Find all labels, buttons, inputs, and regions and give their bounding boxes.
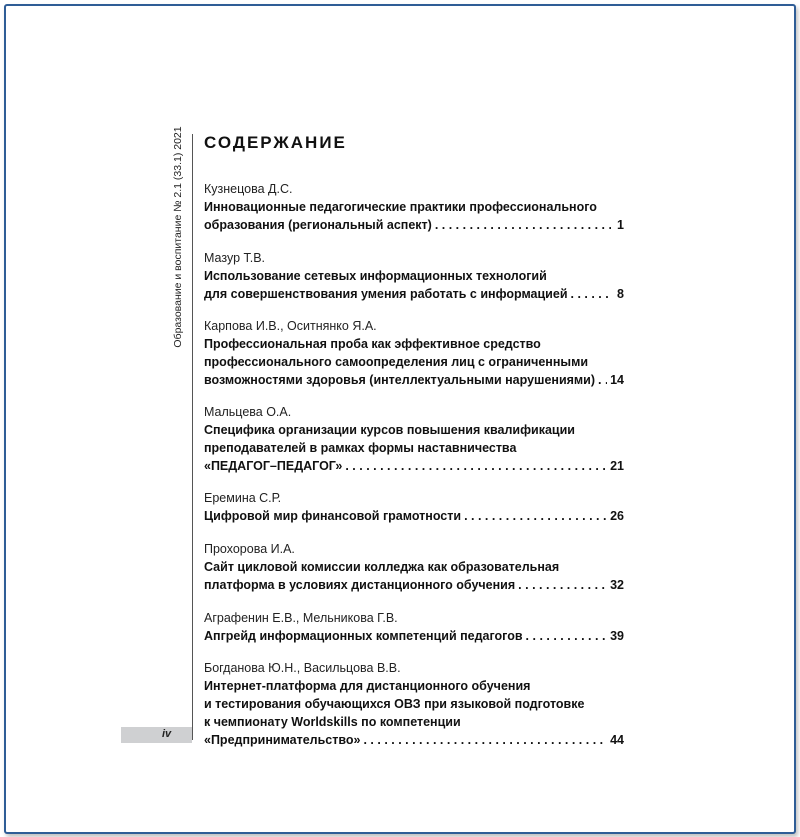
page-number: iv	[162, 728, 172, 740]
toc-entry[interactable]	[204, 610, 624, 645]
toc-title-line: Использование сетевых информационных технологий	[204, 269, 547, 283]
leader-dots	[363, 731, 607, 749]
leader-dots	[598, 371, 607, 389]
page-number-tab	[121, 727, 192, 743]
toc-page-number: 32	[610, 578, 624, 592]
toc-last-line	[204, 285, 624, 303]
toc-author: Мальцева О.А.	[204, 405, 292, 419]
toc-title-line: «Предпринимательство»	[204, 733, 361, 747]
toc-title-line: преподавателей в рамках формы наставничества	[204, 441, 517, 455]
toc-author: Прохорова И.А.	[204, 542, 295, 556]
toc-author: Аграфенин Е.В., Мельникова Г.В.	[204, 611, 398, 625]
toc-last-line	[204, 576, 624, 594]
toc-last-line	[204, 731, 624, 749]
toc-title-line: Интернет-платформа для дистанционного обучения	[204, 679, 531, 693]
toc-page-number: 39	[610, 629, 624, 643]
toc-page-number: 1	[617, 218, 624, 232]
toc-title-line: Инновационные педагогические практики профессионального	[204, 200, 597, 214]
toc-last-line	[204, 627, 624, 645]
leader-dots	[518, 576, 607, 594]
toc-title-line: «ПЕДАГОГ–ПЕДАГОГ»	[204, 459, 343, 473]
toc-entry[interactable]	[204, 250, 624, 303]
toc-title-line: платформа в условиях дистанционного обучения	[204, 578, 516, 592]
toc-entry[interactable]	[204, 181, 624, 234]
toc-title-line: Профессиональная проба как эффективное средство	[204, 337, 541, 351]
leader-dots	[464, 507, 607, 525]
toc-title-line: возможностями здоровья (интеллектуальными нарушениями)	[204, 373, 596, 387]
toc-title-line: Апгрейд информационных компетенций педагогов	[204, 629, 523, 643]
toc-entry[interactable]	[204, 490, 624, 525]
toc-author: Кузнецова Д.С.	[204, 182, 293, 196]
toc-title-line: к чемпионату Worldskills по компетенции	[204, 715, 461, 729]
toc-entry[interactable]	[204, 318, 624, 389]
toc-page-number: 8	[617, 287, 624, 301]
toc-page-number: 44	[610, 733, 624, 747]
toc-page-number: 26	[610, 509, 624, 523]
toc-title-line: Специфика организации курсов повышения квалификации	[204, 423, 575, 437]
toc-author: Мазур Т.В.	[204, 251, 266, 265]
toc-last-line	[204, 216, 624, 234]
toc-page-number: 14	[610, 373, 624, 387]
leader-dots	[526, 627, 608, 645]
leader-dots	[345, 457, 607, 475]
spine-text: Образование и воспитание № 2.1 (33.1) 2021	[172, 126, 184, 348]
toc-last-line	[204, 371, 624, 389]
leader-dots	[435, 216, 611, 234]
toc-author: Еремина С.Р.	[204, 491, 282, 505]
journal-spine	[163, 126, 193, 348]
toc-entry[interactable]	[204, 404, 624, 475]
toc-author: Карпова И.В., Оситнянко Я.А.	[204, 319, 377, 333]
toc-title-line: образования (региональный аспект)	[204, 218, 432, 232]
toc-last-line	[204, 507, 624, 525]
toc-title-line: для совершенствования умения работать с информацией	[204, 287, 568, 301]
toc-title-line: и тестирования обучающихся ОВЗ при языковой подготовке	[204, 697, 585, 711]
toc-page-number: 21	[610, 459, 624, 473]
toc-title-line: профессионального самоопределения лиц с ограниченными	[204, 355, 589, 369]
page-title: СОДЕРЖАНИЕ	[204, 133, 347, 152]
toc-title-line: Цифровой мир финансовой грамотности	[204, 509, 462, 523]
spine-divider	[192, 134, 193, 740]
toc-entry[interactable]	[204, 660, 624, 749]
toc-last-line	[204, 457, 624, 475]
leader-dots	[571, 285, 611, 303]
toc-author: Богданова Ю.Н., Васильцова В.В.	[204, 661, 401, 675]
toc-entry[interactable]	[204, 541, 624, 594]
toc-title-line: Сайт цикловой комиссии колледжа как образовательная	[204, 560, 560, 574]
